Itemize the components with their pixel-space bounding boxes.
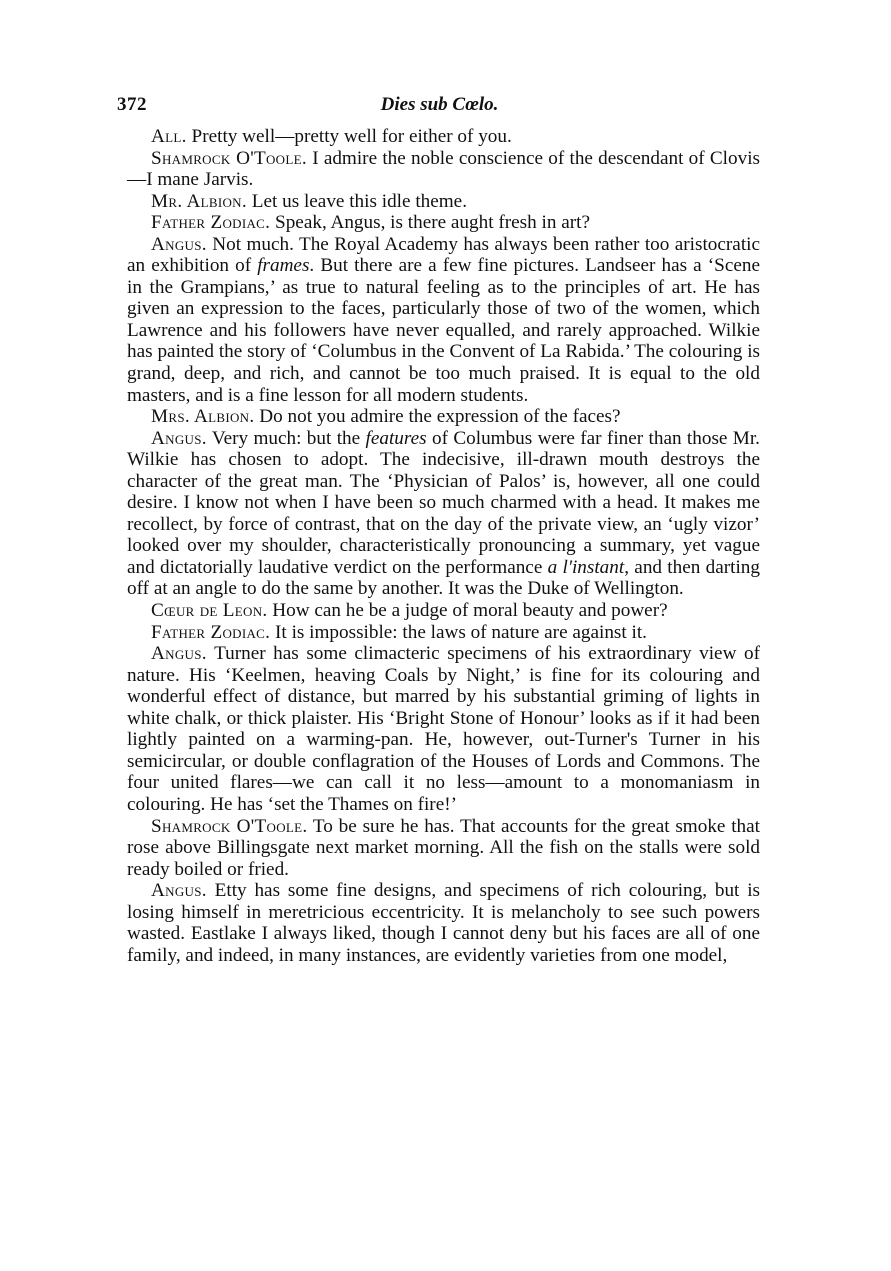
dialogue-paragraph bbox=[127, 212, 760, 234]
dialogue-paragraph bbox=[127, 191, 760, 213]
speaker-name: Mrs. Albion. bbox=[151, 406, 255, 428]
dialogue-paragraph bbox=[127, 126, 760, 148]
italic-phrase: frames bbox=[257, 255, 310, 277]
italic-phrase: features bbox=[365, 427, 427, 449]
speaker-name: Angus. bbox=[151, 233, 207, 255]
speech-text: , and then darting off at an angle to do the same by another. It was the Duke of Wellington. bbox=[127, 556, 760, 600]
dialogue-paragraph bbox=[127, 622, 760, 644]
speaker-name: Father Zodiac. bbox=[151, 212, 271, 234]
speaker-name: Cœur de Leon. bbox=[151, 600, 268, 622]
dialogue-paragraph bbox=[127, 148, 760, 191]
speech-text: Let us leave this idle theme. bbox=[246, 190, 467, 212]
speaker-name: Mr. Albion. bbox=[151, 190, 247, 212]
speech-text: To be sure he has. That accounts for the great smoke that rose above Billingsgate next market morning. All the fish on the stalls were sold ready boiled or fried. bbox=[127, 815, 760, 880]
speech-text: Do not you admire the expression of the faces? bbox=[254, 406, 621, 428]
running-head bbox=[117, 94, 762, 118]
speaker-name: Father Zodiac. bbox=[151, 621, 271, 643]
speech-text: Speak, Angus, is there aught fresh in art? bbox=[270, 212, 590, 234]
dialogue-paragraph bbox=[127, 600, 760, 622]
speech-text: Very much: but the bbox=[206, 427, 366, 449]
dialogue-paragraph bbox=[127, 234, 760, 406]
speech-text: . But there are a few fine pictures. Landseer has a ‘Scene in the Grampians,’ as true to natural feeling as to the principles of art. He has given an expression to the faces, particularly those of two of the women, which Lawrence and his followers have never equalled, and rarely approached. Wilkie has painted the story of ‘Columbus in the Convent of La Rabida.’ The colouring is grand, deep, and rich, and cannot be too much praised. It is equal to the old masters, and is a fine lesson for all modern students. bbox=[127, 255, 760, 406]
speech-text: How can he be a judge of moral beauty and power? bbox=[267, 600, 668, 622]
speaker-name: Angus. bbox=[151, 643, 207, 665]
dialogue-paragraph bbox=[127, 880, 760, 966]
speaker-name: Angus. bbox=[151, 427, 207, 449]
body-text bbox=[127, 126, 760, 966]
running-title: Dies sub Cœlo. bbox=[380, 94, 499, 115]
dialogue-paragraph bbox=[127, 816, 760, 881]
speech-text: I admire the noble conscience of the descendant of Clovis—I mane Jarvis. bbox=[127, 147, 760, 191]
speech-text: Etty has some fine designs, and specimens of rich colouring, but is losing himself in meretricious eccentricity. It is melancholy to see such powers wasted. Eastlake I always liked, though I cannot deny but his faces are all of one family, and indeed, in many instances, are evidently varieties from one model, bbox=[127, 880, 760, 966]
dialogue-paragraph bbox=[127, 406, 760, 428]
dialogue-paragraph bbox=[127, 643, 760, 815]
speaker-name: All. bbox=[151, 126, 187, 147]
italic-phrase: a l'instant bbox=[547, 556, 625, 578]
speaker-name: Shamrock O'Toole. bbox=[151, 147, 307, 169]
speech-text: It is impossible: the laws of nature are against it. bbox=[270, 621, 647, 643]
page-number: 372 bbox=[117, 94, 147, 115]
speech-text: Pretty well—pretty well for either of you. bbox=[186, 126, 512, 147]
speaker-name: Shamrock O'Toole. bbox=[151, 815, 308, 837]
dialogue-paragraph bbox=[127, 428, 760, 600]
speaker-name: Angus. bbox=[151, 880, 207, 902]
speech-text: Turner has some climacteric specimens of his extraordinary view of nature. His ‘Keelmen, heaving Coals by Night,’ is fine for its colouring and wonderful effect of distance, but marred by his substantial griming of lights in white chalk, or thick plaister. His ‘Bright Stone of Honour’ looks as if it had been lightly painted on a warming-pan. He, however, out-Turner's Turner in his semicircular, or double conflagration of the Houses of Lords and Commons. The four united flares—we can call it no less—amount to a monomaniasm in colouring. He has ‘set the Thames on fire!’ bbox=[127, 643, 760, 815]
speech-text: Not much. The Royal Academy has always been rather too aristocratic an exhibition of bbox=[127, 233, 760, 277]
speech-text: of Columbus were far finer than those Mr. Wilkie has chosen to adopt. The indecisive, ill-drawn mouth destroys the character of the great man. The ‘Physician of Palos’ is, however, all one could desire. I know not when I have been so much charmed with a head. It makes me recollect, by force of contrast, that on the day of the private view, an ‘ugly vizor’ looked over my shoulder, characteristically pronouncing a summary, yet vague and dictatorially laudative verdict on the performance bbox=[127, 427, 760, 578]
